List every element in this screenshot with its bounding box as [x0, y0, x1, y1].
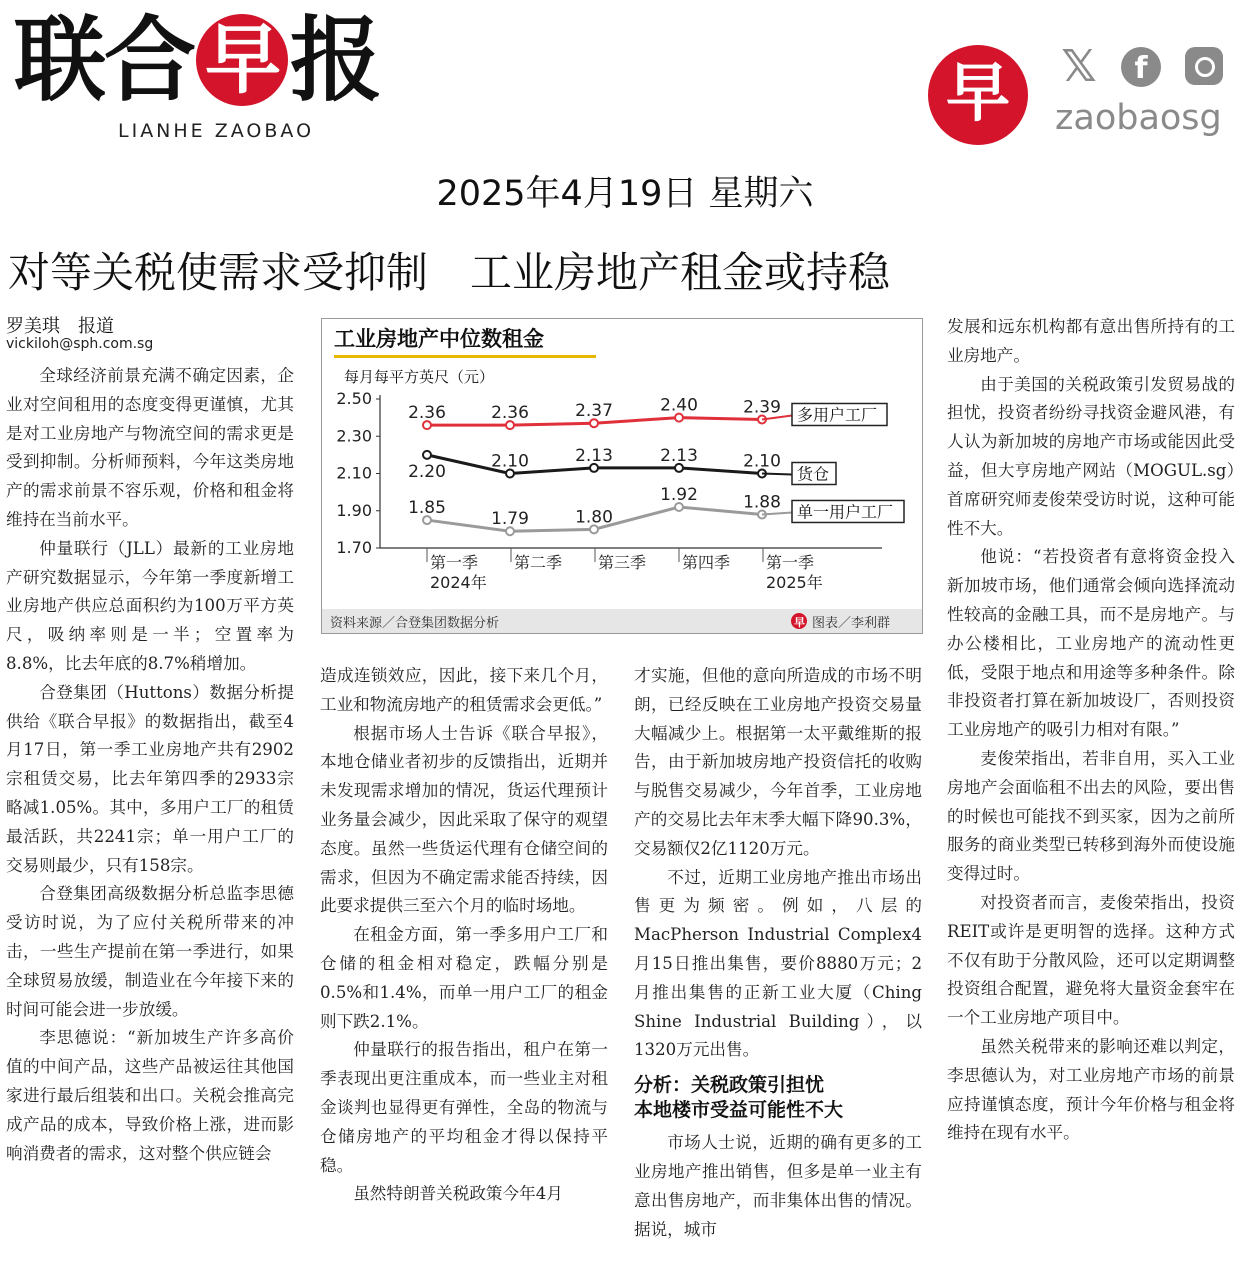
paragraph: 合登集团（Huttons）数据分析提供给《联合早报》的数据指出，截至4月17日，第一季工业房地产共有2902宗租赁交易，比去年第四季的2933宗略减1.05%。其中，多用户工厂的租赁最活跃，共2241宗；单一用户工厂的交易则最少，只有158宗。: [6, 682, 294, 875]
chart-credit: 图表／李利群: [812, 616, 891, 631]
social-handle: zaobaosg: [1055, 98, 1222, 138]
legend-label: 单一用户工厂: [797, 502, 894, 522]
paragraph: 他说：“若投资者有意将资金投入新加坡市场，他们通常会倾向选择流动性较高的金融工具，而不是房地产。与办公楼相比，工业房地产的流动性更低，受限于地点和用途等多种条件。除非投资者打算在新加坡设厂，否则投资工业房地产的吸引力相对有限。”: [947, 547, 1235, 740]
title-underline: [334, 355, 596, 358]
legend-connector: [762, 474, 792, 475]
y-tick-label: 1.90: [336, 500, 372, 520]
data-label: 1.79: [491, 509, 529, 530]
x-tick-label: 第三季: [598, 553, 647, 572]
data-label: 2.13: [575, 445, 613, 466]
data-label: 2.10: [491, 451, 529, 472]
data-label: 2.10: [743, 451, 781, 472]
chart-canvas: [322, 319, 922, 633]
data-label: 1.88: [743, 492, 781, 513]
paragraph: 造成连锁效应，因此，接下来几个月，工业和物流房地产的租赁需求会更低。”: [320, 666, 608, 714]
section-subhead: [634, 1073, 922, 1123]
byline: 罗美琪 报道: [6, 316, 114, 337]
data-label: 2.37: [575, 401, 613, 422]
masthead-logo[interactable]: [14, 6, 380, 116]
paragraph: 不过，近期工业房地产推出市场出售更为频密。例如，八层的MacPherson Industrial Complex4月15日推出集售，要价8880万元；2月推出集售的正新工业大厦（Ching Shine Industrial Building），以1320万元出售。: [634, 867, 922, 1060]
x-tick-label-year: 2025年: [766, 573, 823, 592]
paragraph: 根据市场人士告诉《联合早报》，本地仓储业者初步的反馈指出，近期并未发现需求增加的情况，货运代理预计业务量会减少，因此采取了保守的观望态度。虽然一些货运代理有仓储空间的需求，但因为不确定需求能否持续，因此要求提供三至六个月的临时场地。: [320, 723, 608, 916]
paragraph: 仲量联行（JLL）最新的工业房地产研究数据显示，今年第一季度新增工业房地产供应总面积约为100万平方英尺，吸纳率则是一半；空置率为8.8%，比去年底的8.7%稍增加。: [6, 538, 294, 673]
paragraph: 全球经济前景充满不确定因素，企业对空间租用的态度变得更谨慎，尤其是对工业房地产与物流空间的需求更是受到抑制。分析师预料，今年这类房地产的需求前景不容乐观，价格和租金将维持在当前水平。: [6, 366, 294, 529]
rent-chart: [321, 318, 923, 634]
x-tick-label: 第一季: [766, 553, 815, 572]
credit-logo-char: 早: [794, 616, 805, 629]
chart-source: 资料来源／合登集团数据分析: [330, 616, 500, 631]
chart-title: 工业房地产中位数租金: [334, 327, 544, 351]
y-axis-label: 每月每平方英尺（元）: [344, 368, 495, 386]
subhead-line: 分析：关税政策引担忧: [634, 1074, 825, 1097]
article-column-2: [320, 662, 608, 1209]
x-tick-label-year: 2024年: [430, 573, 487, 592]
article-column-4: [947, 313, 1235, 1148]
issue-date: 2025年4月19日 星期六: [436, 174, 814, 214]
article-column-1: [6, 362, 294, 1168]
logo-char: 联: [14, 7, 105, 114]
x-tick-label: 第四季: [682, 553, 731, 572]
paragraph: 虽然关税带来的影响还难以判定，李思德认为，对工业房地产市场的前景应持谨慎态度，预计今年价格与租金将维持在现有水平。: [947, 1036, 1235, 1143]
logo-char: 合: [104, 7, 195, 114]
paragraph: 李思德说：“新加坡生产许多高价值的中间产品，这些产品被运往其他国家进行最后组装和出口。关税会推高完成产品的成本，导致价格上涨，进而影响消费者的需求，这对整个供应链会: [6, 1028, 294, 1163]
data-label: 2.13: [660, 445, 698, 466]
data-label: 2.40: [660, 395, 698, 416]
data-label: 2.20: [408, 461, 446, 482]
subhead-line: 本地楼市受益可能性不大: [634, 1099, 844, 1122]
paragraph: 对投资者而言，麦俊荣指出，投资REIT或许是更明智的选择。这种方式不仅有助于分散风险，还可以定期调整投资组合配置，避免将大量资金套牢在一个工业房地产项目中。: [947, 892, 1235, 1028]
y-tick-label: 2.30: [336, 426, 372, 446]
y-tick-label: 2.50: [336, 389, 372, 408]
x-icon[interactable]: 𝕏: [1061, 41, 1097, 92]
data-label: 2.36: [491, 403, 529, 424]
paragraph: 由于美国的关税政策引发贸易战的担忧，投资者纷纷寻找资金避风港，有人认为新加坡的房地产市场或能因此受益，但大亨房地产网站（MOGUL.sg）首席研究师麦俊荣受访时说，这种可能性不大。: [947, 374, 1235, 538]
data-label: 1.85: [408, 498, 446, 519]
legend-label: 多用户工厂: [797, 405, 878, 425]
instagram-icon[interactable]: [1182, 44, 1228, 90]
paragraph: 合登集团高级数据分析总监李思德受访时说，为了应付关税所带来的冲击，一些生产提前在第一季进行，如果全球贸易放缓，制造业在今年接下来的时间可能会进一步放缓。: [6, 884, 294, 1019]
article-headline: 对等关税使需求受抑制 工业房地产租金或持稳: [8, 248, 891, 297]
facebook-icon[interactable]: f: [1118, 44, 1164, 90]
masthead-logo-english: LIANHE ZAOBAO: [118, 120, 315, 142]
article-column-3: [634, 662, 922, 1244]
x-tick-label: 第二季: [514, 553, 563, 572]
x-tick-label: 第一季: [430, 553, 479, 572]
logo-char-highlight: 早: [196, 14, 288, 106]
paragraph: 发展和远东机构都有意出售所持有的工业房地产。: [947, 317, 1235, 365]
paragraph: 虽然特朗普关税政策今年4月: [353, 1184, 563, 1204]
paragraph: 麦俊荣指出，若非自用，买入工业房地产会面临租不出去的风险，要出售的时候也可能找不到买家，因为之前所服务的商业类型已转移到海外而使设施变得过时。: [947, 748, 1235, 884]
data-label: 2.39: [743, 397, 781, 418]
paragraph: 才实施，但他的意向所造成的市场不明朗，已经反映在工业房地产投资交易量大幅减少上。根据第一太平戴维斯的报告，由于新加坡房地产投资信托的收购与脱售交易减少，今年首季，工业房地产的交易比去年末季大幅下降90.3%，交易额仅2亿1120万元。: [634, 666, 922, 858]
paragraph: 市场人士说，近期的确有更多的工业房地产推出销售，但多是单一业主有意出售房地产，而非集体出售的情况。据说，城市: [634, 1133, 922, 1239]
paragraph: 在租金方面，第一季多用户工厂和仓储的租金相对稳定，跌幅分别是0.5%和1.4%，而单一用户工厂的租金则下跌2.1%。: [320, 925, 608, 1031]
paragraph: 仲量联行的报告指出，租户在第一季表现出更注重成本，而一些业主对租金谈判也显得更有弹性，全岛的物流与仓储房地产的平均租金才得以保持平稳。: [320, 1040, 608, 1175]
data-label: 2.36: [408, 403, 446, 424]
plot-area: [336, 389, 904, 592]
logo-char: 报: [290, 7, 381, 114]
author-email[interactable]: vickiloh@sph.com.sg: [6, 336, 154, 352]
data-label: 1.80: [575, 507, 613, 528]
brand-badge[interactable]: 早: [928, 45, 1028, 145]
legend-label: 货仓: [797, 464, 830, 484]
y-tick-label: 1.70: [336, 538, 372, 557]
y-tick-label: 2.10: [336, 463, 372, 483]
data-point: [423, 451, 431, 459]
data-label: 1.92: [660, 485, 698, 506]
